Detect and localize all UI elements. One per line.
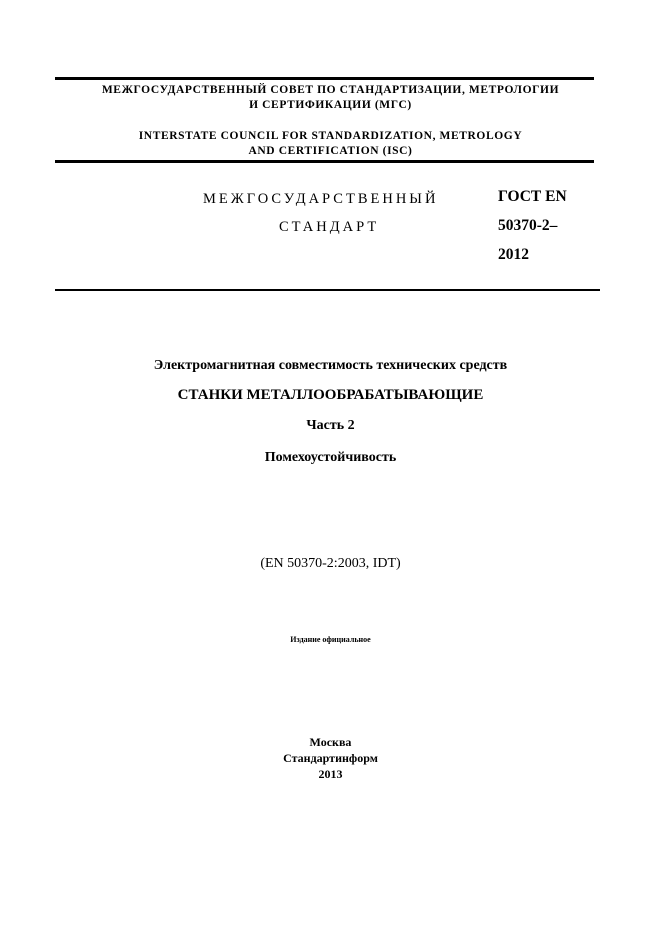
top-rule [55, 77, 594, 80]
edition-note: Издание официальное [290, 635, 371, 644]
standard-type-line2: СТАНДАРТ [279, 219, 380, 235]
imprint-city: Москва [309, 735, 352, 749]
title-line1: Электромагнитная совместимость технических средств [153, 358, 508, 373]
council-en-line2: AND CERTIFICATION (ISC) [248, 145, 413, 157]
header-bottom-rule [55, 289, 600, 291]
council-en-line1: INTERSTATE COUNCIL FOR STANDARDIZATION, METROLOGY [138, 130, 523, 142]
council-ru-line2: И СЕРТИФИКАЦИИ (МГС) [249, 99, 412, 111]
gost-designation-line1: ГОСТ EN [498, 188, 567, 205]
council-bottom-rule [55, 160, 594, 163]
title-line2: СТАНКИ МЕТАЛЛООБРАБАТЫВАЮЩИЕ [177, 387, 484, 403]
imprint-year: 2013 [318, 767, 343, 781]
gost-designation-line3: 2012 [498, 246, 529, 263]
gost-designation-line2: 50370-2– [498, 217, 558, 234]
council-ru-line1: МЕЖГОСУДАРСТВЕННЫЙ СОВЕТ ПО СТАНДАРТИЗАЦИИ, МЕТРОЛОГИИ [101, 84, 560, 96]
subtitle: Помехоустойчивость [264, 450, 397, 465]
standard-type-line1: МЕЖГОСУДАРСТВЕННЫЙ [203, 191, 439, 207]
gost-designation [498, 182, 567, 269]
imprint-publisher: Стандартинформ [283, 751, 378, 765]
en-reference: (EN 50370-2:2003, IDT) [260, 556, 401, 571]
part-number: Часть 2 [306, 418, 355, 433]
